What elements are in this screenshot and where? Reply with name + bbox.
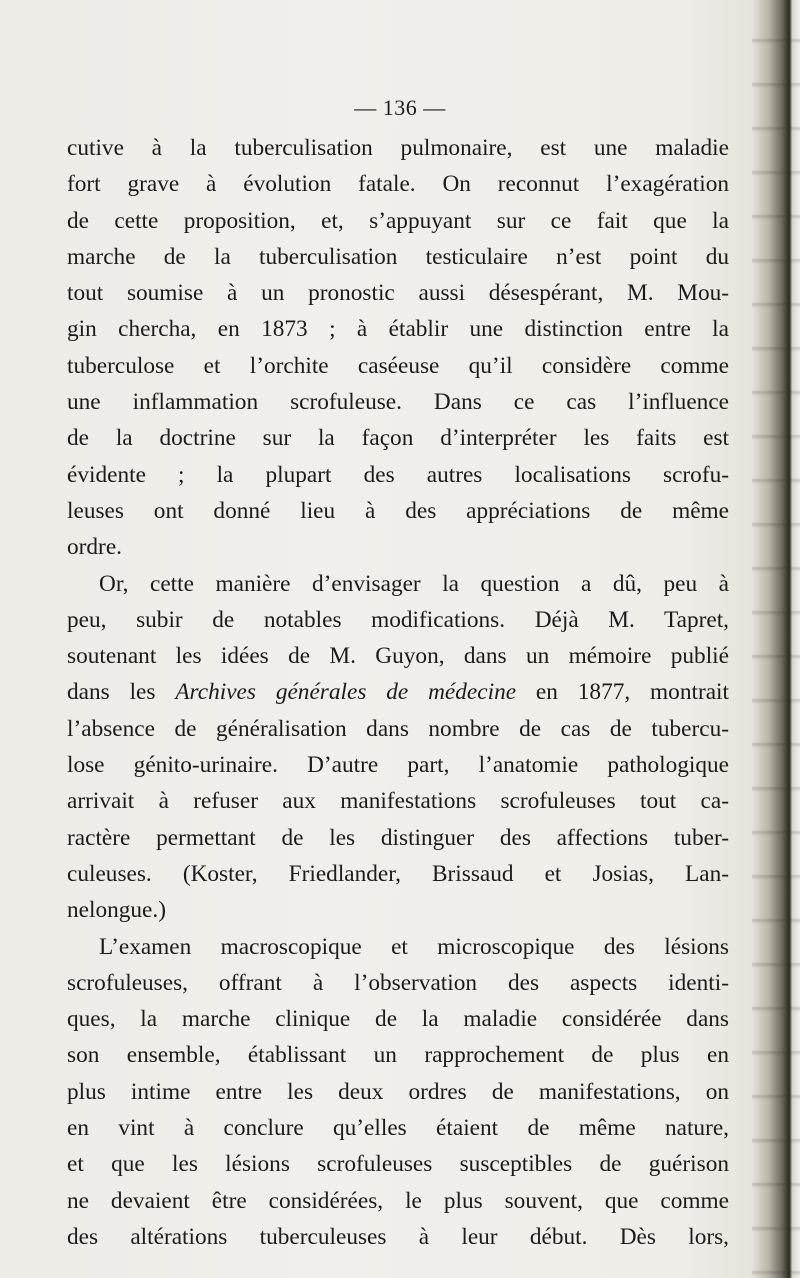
text-line: ques, la marche clinique de la maladie considérée dans — [67, 1006, 729, 1033]
text-line: une inflammation scrofuleuse. Dans ce cas l’influence — [67, 389, 729, 416]
journal-title: Archives générales de médecine — [175, 679, 517, 706]
text-line: de la doctrine sur la façon d’interpréter les faits est — [67, 425, 729, 452]
paragraph-end-line: nelongue.) — [67, 897, 166, 924]
page-edge-shadow — [752, 0, 800, 1278]
text-line: leuses ont donné lieu à des appréciations de même — [67, 497, 729, 524]
text-line: soutenant les idées de M. Guyon, dans un mémoire publié — [67, 643, 729, 670]
text-line: son ensemble, établissant un rapprochement de plus en — [67, 1042, 729, 1069]
paragraph-start-line: L’examen macroscopique et microscopique des lésions — [99, 933, 729, 960]
text-line: et que les lésions scrofuleuses susceptibles de guérison — [67, 1151, 729, 1178]
text-line: en vint à conclure qu’elles étaient de même nature, — [67, 1115, 729, 1142]
text-line: ractère permettant de les distinguer des affections tuber- — [67, 824, 729, 851]
text-line: plus intime entre les deux ordres de manifestations, on — [67, 1078, 729, 1105]
text-line: scrofuleuses, offrant à l’observation des aspects identi- — [67, 969, 729, 996]
text-line: tout soumise à un pronostic aussi désespérant, M. Mou- — [67, 280, 729, 307]
text-line-with-title — [67, 674, 729, 710]
text-line: culeuses. (Koster, Friedlander, Brissaud et Josias, Lan- — [67, 860, 729, 887]
text-line: fort grave à évolution fatale. On reconnut l’exagération — [67, 171, 729, 198]
text-fragment: en 1877, montrait — [516, 679, 729, 706]
paragraph-end-line: ordre. — [67, 534, 122, 561]
text-line: l’absence de généralisation dans nombre de cas de tubercu- — [67, 715, 729, 742]
text-line: de cette proposition, et, s’appuyant sur ce fait que la — [67, 207, 729, 234]
body-text — [67, 130, 729, 1255]
text-line: évidente ; la plupart des autres localisations scrofu- — [67, 461, 729, 488]
text-line: arrivait à refuser aux manifestations scrofuleuses tout ca- — [67, 788, 729, 815]
text-line: marche de la tuberculisation testiculaire n’est point du — [67, 243, 729, 270]
text-line: des altérations tuberculeuses à leur début. Dès lors, — [67, 1223, 729, 1250]
text-line: gin chercha, en 1873 ; à établir une distinction entre la — [67, 316, 729, 343]
text-line: lose génito-urinaire. D’autre part, l’anatomie pathologique — [67, 752, 729, 779]
paragraph-start-line: Or, cette manière d’envisager la question a dû, peu à — [99, 570, 729, 597]
text-line: cutive à la tuberculisation pulmonaire, est une maladie — [67, 135, 729, 161]
text-line: peu, subir de notables modifications. Déjà M. Tapret, — [67, 606, 729, 633]
page-number: — 136 — — [354, 95, 446, 120]
text-line: tuberculose et l’orchite caséeuse qu’il considère comme — [67, 352, 729, 379]
text-line: ne devaient être considérées, le plus souvent, que comme — [67, 1187, 729, 1214]
text-fragment: dans les — [67, 679, 176, 706]
